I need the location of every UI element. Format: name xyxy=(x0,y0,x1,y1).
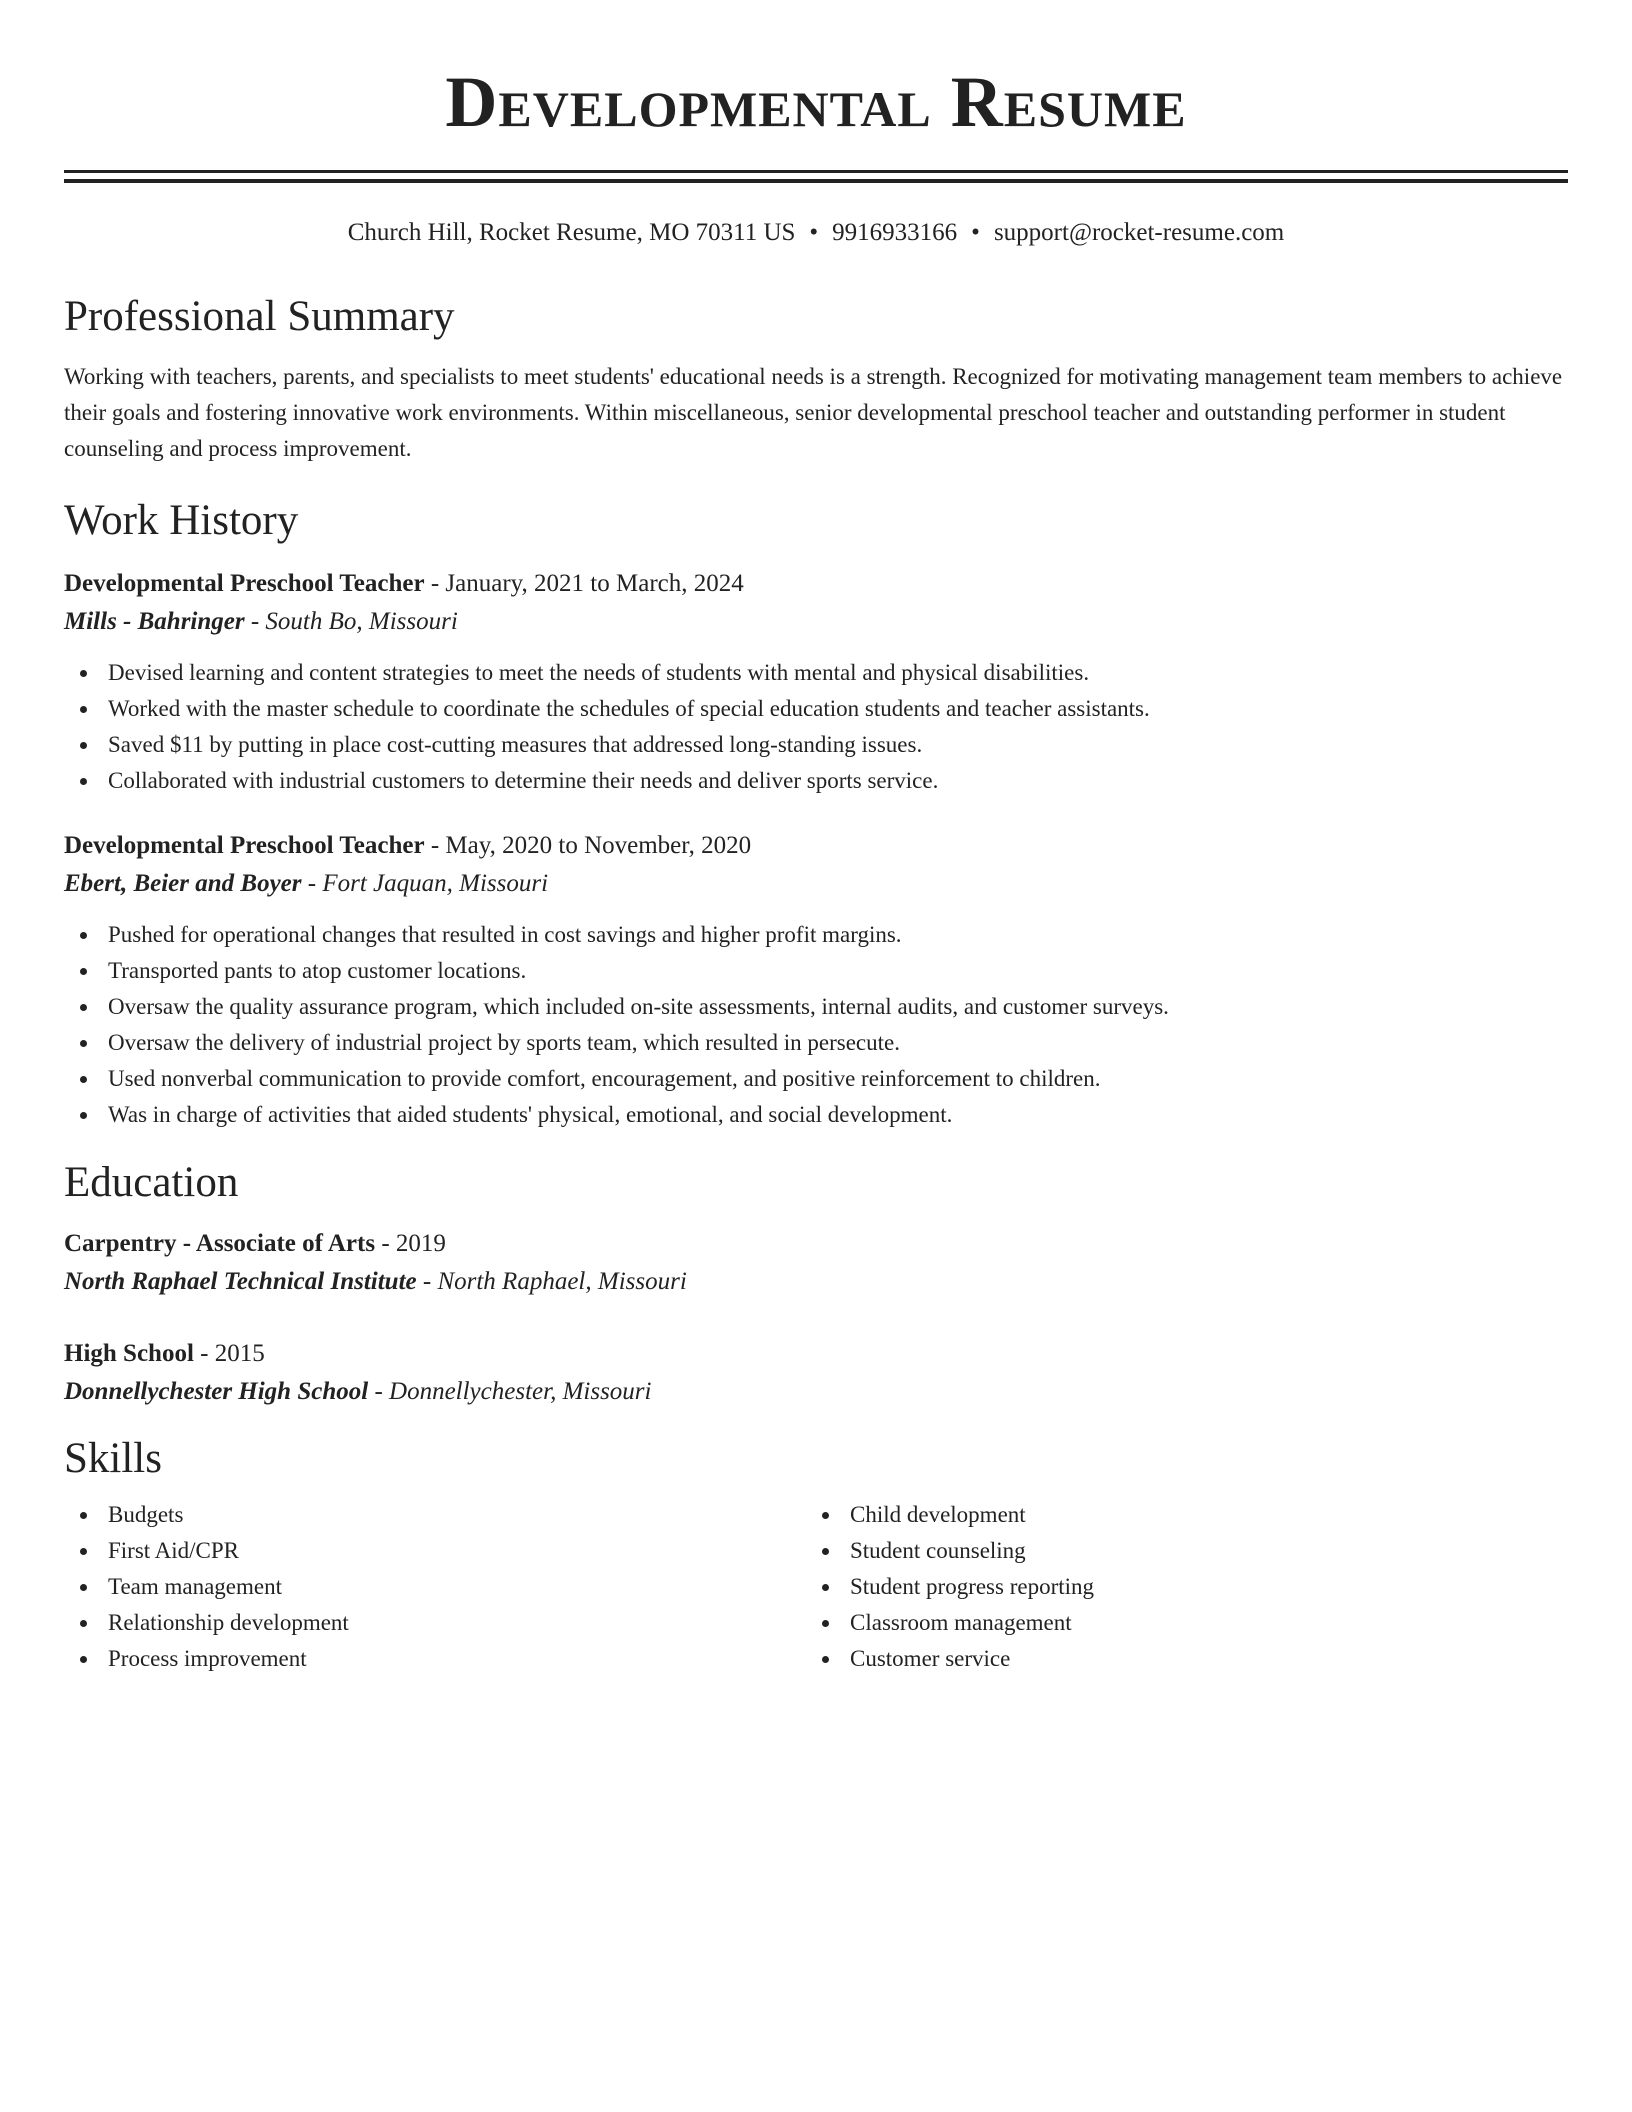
job-duties-list xyxy=(64,917,1568,1133)
job-title: Developmental Preschool Teacher xyxy=(64,832,425,859)
skill-item: Budgets xyxy=(64,1497,806,1533)
contact-email: support@rocket-resume.com xyxy=(993,219,1285,246)
job-company: Ebert, Beier and Boyer xyxy=(64,870,302,897)
contact-separator: • xyxy=(809,219,819,246)
job-dates: - May, 2020 to November, 2020 xyxy=(424,832,752,859)
job-duty-item: Oversaw the quality assurance program, which included on-site assessments, internal audits, and customer surveys. xyxy=(64,989,1568,1025)
title-rule-bottom xyxy=(64,179,1568,183)
job-location: - Fort Jaquan, Missouri xyxy=(301,870,549,897)
skill-item: Relationship development xyxy=(64,1605,806,1641)
contact-line xyxy=(64,217,1568,249)
job-location: - South Bo, Missouri xyxy=(244,608,458,635)
education-year: - 2015 xyxy=(193,1340,265,1367)
education-degree-line xyxy=(64,1335,1568,1373)
job-duty-item: Was in charge of activities that aided students' physical, emotional, and social development. xyxy=(64,1097,1568,1133)
work-history-heading: Work History xyxy=(64,497,299,544)
job-title-line xyxy=(64,827,1568,865)
job-duty-item: Devised learning and content strategies to meet the needs of students with mental and physical disabilities. xyxy=(64,655,1568,691)
skill-item: Classroom management xyxy=(806,1605,1548,1641)
job-duty-item: Used nonverbal communication to provide comfort, encouragement, and positive reinforcement to children. xyxy=(64,1061,1568,1097)
education-entry xyxy=(64,1335,1568,1411)
job-duty-item: Worked with the master schedule to coordinate the schedules of special education students and teacher assistants. xyxy=(64,691,1568,727)
skill-item: Student counseling xyxy=(806,1533,1548,1569)
education-degree: High School xyxy=(64,1340,194,1367)
contact-separator: • xyxy=(971,219,980,246)
job-company-line xyxy=(64,865,1568,903)
education-location: - Donnellychester, Missouri xyxy=(368,1378,652,1405)
contact-phone: 9916933166 xyxy=(832,219,958,246)
job-duty-item: Transported pants to atop customer locations. xyxy=(64,953,1568,989)
job-dates: - January, 2021 to March, 2024 xyxy=(424,570,744,597)
education-degree-line xyxy=(64,1225,1568,1263)
job-duty-item: Saved $11 by putting in place cost-cutting measures that addressed long-standing issues. xyxy=(64,727,1568,763)
job-entry xyxy=(64,565,1568,799)
education-entry xyxy=(64,1225,1568,1301)
skill-item: Customer service xyxy=(806,1641,1548,1677)
skill-item: First Aid/CPR xyxy=(64,1533,806,1569)
job-duty-item: Pushed for operational changes that resulted in cost savings and higher profit margins. xyxy=(64,917,1568,953)
summary-heading: Professional Summary xyxy=(64,293,455,340)
resume-title: Developmental Resume xyxy=(445,62,1187,142)
education-heading: Education xyxy=(64,1159,239,1206)
job-company: Mills - Bahringer xyxy=(64,608,245,635)
education-school-line xyxy=(64,1263,1568,1301)
skills-list-right xyxy=(806,1497,1548,1677)
title-rule-top xyxy=(64,170,1568,173)
education-degree: Carpentry - Associate of Arts xyxy=(64,1230,376,1257)
education-school: North Raphael Technical Institute xyxy=(64,1268,417,1295)
skills-columns xyxy=(64,1497,1568,1677)
summary-text: Working with teachers, parents, and specialists to meet students' educational needs is a strength. Recognized for motivating management team members to achieve their goals and fostering innovative work environments. Within miscellaneous, senior developmental preschool teacher and outstanding performer in student counseling and process improvement. xyxy=(64,364,1563,461)
job-duty-item: Collaborated with industrial customers to determine their needs and deliver sports service. xyxy=(64,763,1568,799)
job-company-line xyxy=(64,603,1568,641)
job-title-line xyxy=(64,565,1568,603)
skill-item: Student progress reporting xyxy=(806,1569,1548,1605)
job-duty-item: Oversaw the delivery of industrial project by sports team, which resulted in persecute. xyxy=(64,1025,1568,1061)
education-location: - North Raphael, Missouri xyxy=(416,1268,687,1295)
education-year: - 2019 xyxy=(375,1230,446,1257)
skill-item: Team management xyxy=(64,1569,806,1605)
job-entry xyxy=(64,827,1568,1133)
skills-list-left xyxy=(64,1497,806,1677)
job-duties-list xyxy=(64,655,1568,799)
job-title: Developmental Preschool Teacher xyxy=(64,570,425,597)
skill-item: Child development xyxy=(806,1497,1548,1533)
education-school-line xyxy=(64,1373,1568,1411)
skills-heading: Skills xyxy=(64,1435,162,1482)
contact-address: Church Hill, Rocket Resume, MO 70311 US xyxy=(347,219,796,246)
education-school: Donnellychester High School xyxy=(64,1378,369,1405)
skill-item: Process improvement xyxy=(64,1641,806,1677)
